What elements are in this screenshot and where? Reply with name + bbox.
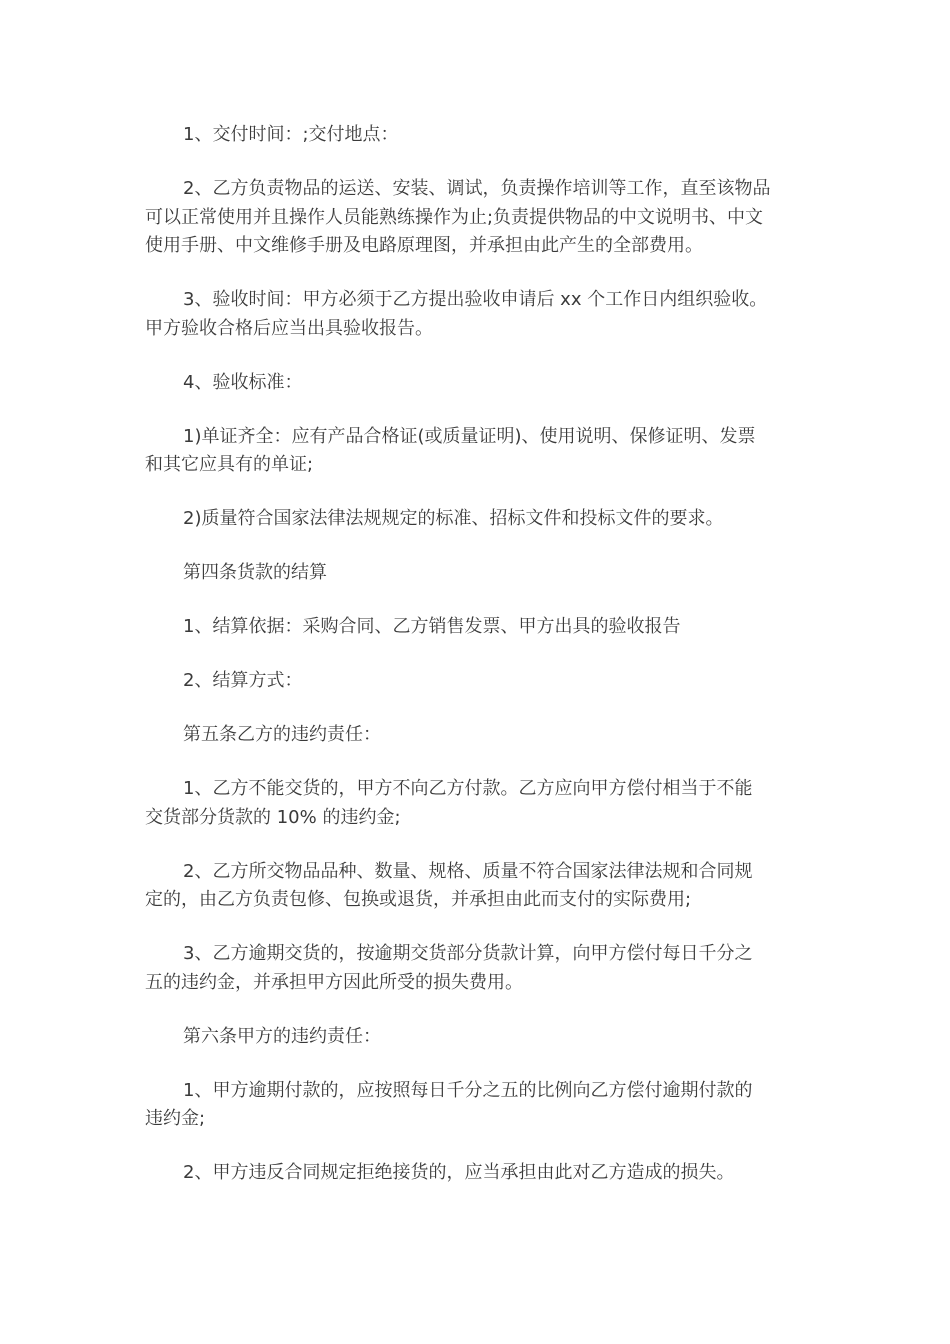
- text-line: 五的违约金，并承担甲方因此所受的损失费用。: [145, 971, 523, 993]
- paragraph: [145, 286, 815, 343]
- text-line: 3、验收时间：甲方必须于乙方提出验收申请后 xx 个工作日内组织验收。: [183, 289, 768, 310]
- paragraph: [145, 1159, 815, 1188]
- text-line: 交货部分货款的 10% 的违约金;: [145, 806, 401, 828]
- text-line: 使用手册、中文维修手册及电路原理图，并承担由此产生的全部费用。: [145, 235, 703, 256]
- text-line: 1、甲方逾期付款的，应按照每日千分之五的比例向乙方偿付逾期付款的: [183, 1079, 753, 1101]
- paragraph: [145, 369, 815, 398]
- paragraph: [145, 559, 815, 588]
- text-line: 和其它应具有的单证;: [145, 454, 314, 475]
- text-line: 1、交付时间：;交付地点：: [183, 124, 399, 145]
- text-line: 1、乙方不能交货的，甲方不向乙方付款。乙方应向甲方偿付相当于不能: [183, 778, 753, 799]
- paragraph: [145, 1023, 815, 1052]
- text-line: 2)质量符合国家法律法规规定的标准、招标文件和投标文件的要求。: [183, 508, 724, 529]
- text-line: 第六条甲方的违约责任：: [183, 1025, 381, 1047]
- text-line: 3、乙方逾期交货的，按逾期交货部分货款计算，向甲方偿付每日千分之: [183, 943, 753, 964]
- text-line: 2、乙方所交物品品种、数量、规格、质量不符合国家法律法规和合同规: [183, 860, 753, 882]
- text-line: 第四条货款的结算: [183, 562, 327, 583]
- text-line: 违约金;: [145, 1108, 206, 1129]
- text-line: 4、验收标准：: [183, 371, 303, 393]
- text-line: 2、乙方负责物品的运送、安装、调试，负责操作培训等工作，直至该物品: [183, 178, 771, 199]
- paragraph: [145, 775, 815, 832]
- paragraph: [145, 721, 815, 750]
- paragraph: [145, 505, 815, 534]
- text-line: 甲方验收合格后应当出具验收报告。: [145, 317, 433, 339]
- text-line: 2、甲方违反合同规定拒绝接货的，应当承担由此对乙方造成的损失。: [183, 1162, 735, 1183]
- text-line: 1、结算依据：采购合同、乙方销售发票、甲方出具的验收报告: [183, 616, 681, 637]
- paragraph: [145, 613, 815, 642]
- paragraph: [145, 175, 815, 261]
- paragraph: [145, 423, 815, 480]
- text-line: 1)单证齐全：应有产品合格证(或质量证明)、使用说明、保修证明、发票: [183, 425, 756, 447]
- paragraph: [145, 121, 815, 150]
- text-line: 2、结算方式：: [183, 670, 303, 691]
- paragraph: [145, 667, 815, 696]
- document-body: [145, 121, 815, 1213]
- paragraph: [145, 940, 815, 997]
- paragraph: [145, 1077, 815, 1134]
- paragraph: [145, 858, 815, 915]
- text-line: 定的，由乙方负责包修、包换或退货，并承担由此而支付的实际费用;: [145, 889, 692, 910]
- text-line: 可以正常使用并且操作人员能熟练操作为止;负责提供物品的中文说明书、中文: [145, 206, 764, 228]
- text-line: 第五条乙方的违约责任：: [183, 724, 381, 745]
